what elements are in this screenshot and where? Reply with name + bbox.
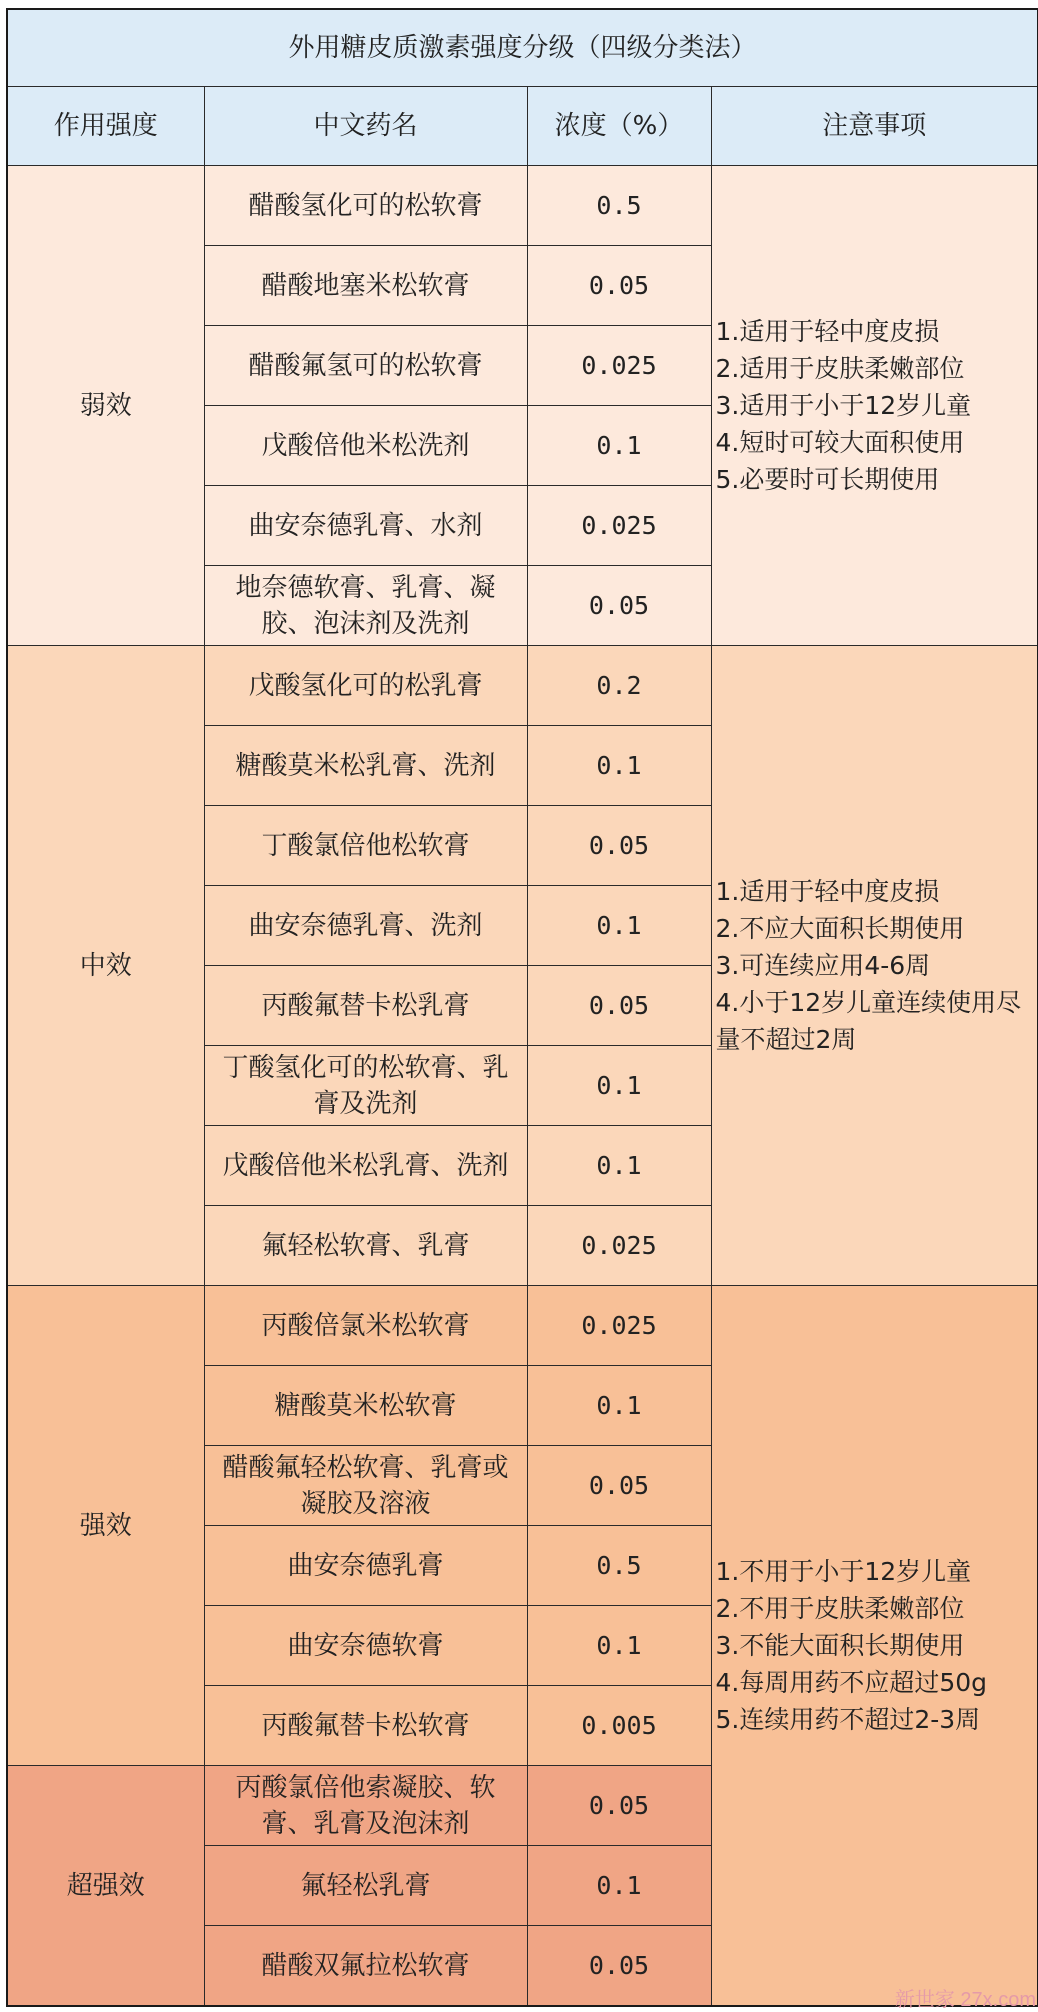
drug-name-cell: 曲安奈德乳膏、水剂 [204,486,527,566]
strength-level-cell: 中效 [7,646,204,1286]
concentration-cell: 0.2 [527,646,711,726]
concentration-cell: 0.025 [527,1286,711,1366]
header-drug-name: 中文药名 [204,87,527,166]
drug-name-cell: 丁酸氢化可的松软膏、乳膏及洗剂 [204,1046,527,1126]
concentration-cell: 0.1 [527,886,711,966]
concentration-cell: 0.5 [527,166,711,246]
concentration-cell: 0.5 [527,1526,711,1606]
table-row [7,166,1038,246]
corticosteroid-table [6,8,1038,2007]
drug-name-cell: 曲安奈德乳膏 [204,1526,527,1606]
concentration-cell: 0.05 [527,806,711,886]
drug-name-cell: 戊酸倍他米松洗剂 [204,406,527,486]
concentration-cell: 0.1 [527,1366,711,1446]
strength-level-cell: 强效 [7,1286,204,1766]
drug-name-cell: 戊酸倍他米松乳膏、洗剂 [204,1126,527,1206]
table-row [7,1286,1038,1366]
precautions-cell: 1.适用于轻中度皮损 2.适用于皮肤柔嫩部位 3.适用于小于12岁儿童 4.短时可较大面积使用 5.必要时可长期使用 [711,166,1038,646]
header-concentration: 浓度（%） [527,87,711,166]
concentration-cell: 0.1 [527,1846,711,1926]
concentration-cell: 0.1 [527,406,711,486]
drug-name-cell: 地奈德软膏、乳膏、凝胶、泡沫剂及洗剂 [204,566,527,646]
drug-name-cell: 醋酸双氟拉松软膏 [204,1926,527,2007]
concentration-cell: 0.05 [527,246,711,326]
drug-name-cell: 丙酸氟替卡松乳膏 [204,966,527,1046]
watermark: 新世家 27x.com [894,1989,1036,2011]
drug-name-cell: 丙酸氟替卡松软膏 [204,1686,527,1766]
table-body [7,166,1038,2007]
drug-name-cell: 曲安奈德乳膏、洗剂 [204,886,527,966]
drug-name-cell: 糖酸莫米松软膏 [204,1366,527,1446]
concentration-cell: 0.05 [527,1766,711,1846]
concentration-cell: 0.1 [527,726,711,806]
header-notes: 注意事项 [711,87,1038,166]
concentration-cell: 0.025 [527,1206,711,1286]
precautions-cell: 1.适用于轻中度皮损 2.不应大面积长期使用 3.可连续应用4-6周 4.小于12岁儿童连续使用尽量不超过2周 [711,646,1038,1286]
concentration-cell: 0.1 [527,1046,711,1126]
drug-name-cell: 醋酸地塞米松软膏 [204,246,527,326]
drug-name-cell: 丙酸氯倍他索凝胶、软膏、乳膏及泡沫剂 [204,1766,527,1846]
concentration-cell: 0.05 [527,1926,711,2007]
concentration-cell: 0.1 [527,1606,711,1686]
concentration-cell: 0.1 [527,1126,711,1206]
strength-level-cell: 弱效 [7,166,204,646]
drug-name-cell: 戊酸氢化可的松乳膏 [204,646,527,726]
strength-level-cell: 超强效 [7,1766,204,2007]
concentration-cell: 0.05 [527,1446,711,1526]
table-row [7,646,1038,726]
drug-name-cell: 丁酸氯倍他松软膏 [204,806,527,886]
concentration-cell: 0.05 [527,566,711,646]
drug-name-cell: 丙酸倍氯米松软膏 [204,1286,527,1366]
concentration-cell: 0.005 [527,1686,711,1766]
precautions-cell: 1.不用于小于12岁儿童 2.不用于皮肤柔嫩部位 3.不能大面积长期使用 4.每周用药不应超过50g 5.连续用药不超过2-3周 [711,1286,1038,2007]
drug-name-cell: 糖酸莫米松乳膏、洗剂 [204,726,527,806]
drug-name-cell: 醋酸氢化可的松软膏 [204,166,527,246]
concentration-cell: 0.025 [527,326,711,406]
drug-name-cell: 醋酸氟氢可的松软膏 [204,326,527,406]
drug-name-cell: 曲安奈德软膏 [204,1606,527,1686]
drug-name-cell: 氟轻松软膏、乳膏 [204,1206,527,1286]
drug-name-cell: 醋酸氟轻松软膏、乳膏或凝胶及溶液 [204,1446,527,1526]
concentration-cell: 0.05 [527,966,711,1046]
header-strength: 作用强度 [7,87,204,166]
table-title: 外用糖皮质激素强度分级（四级分类法） [7,9,1038,87]
drug-name-cell: 氟轻松乳膏 [204,1846,527,1926]
concentration-cell: 0.025 [527,486,711,566]
